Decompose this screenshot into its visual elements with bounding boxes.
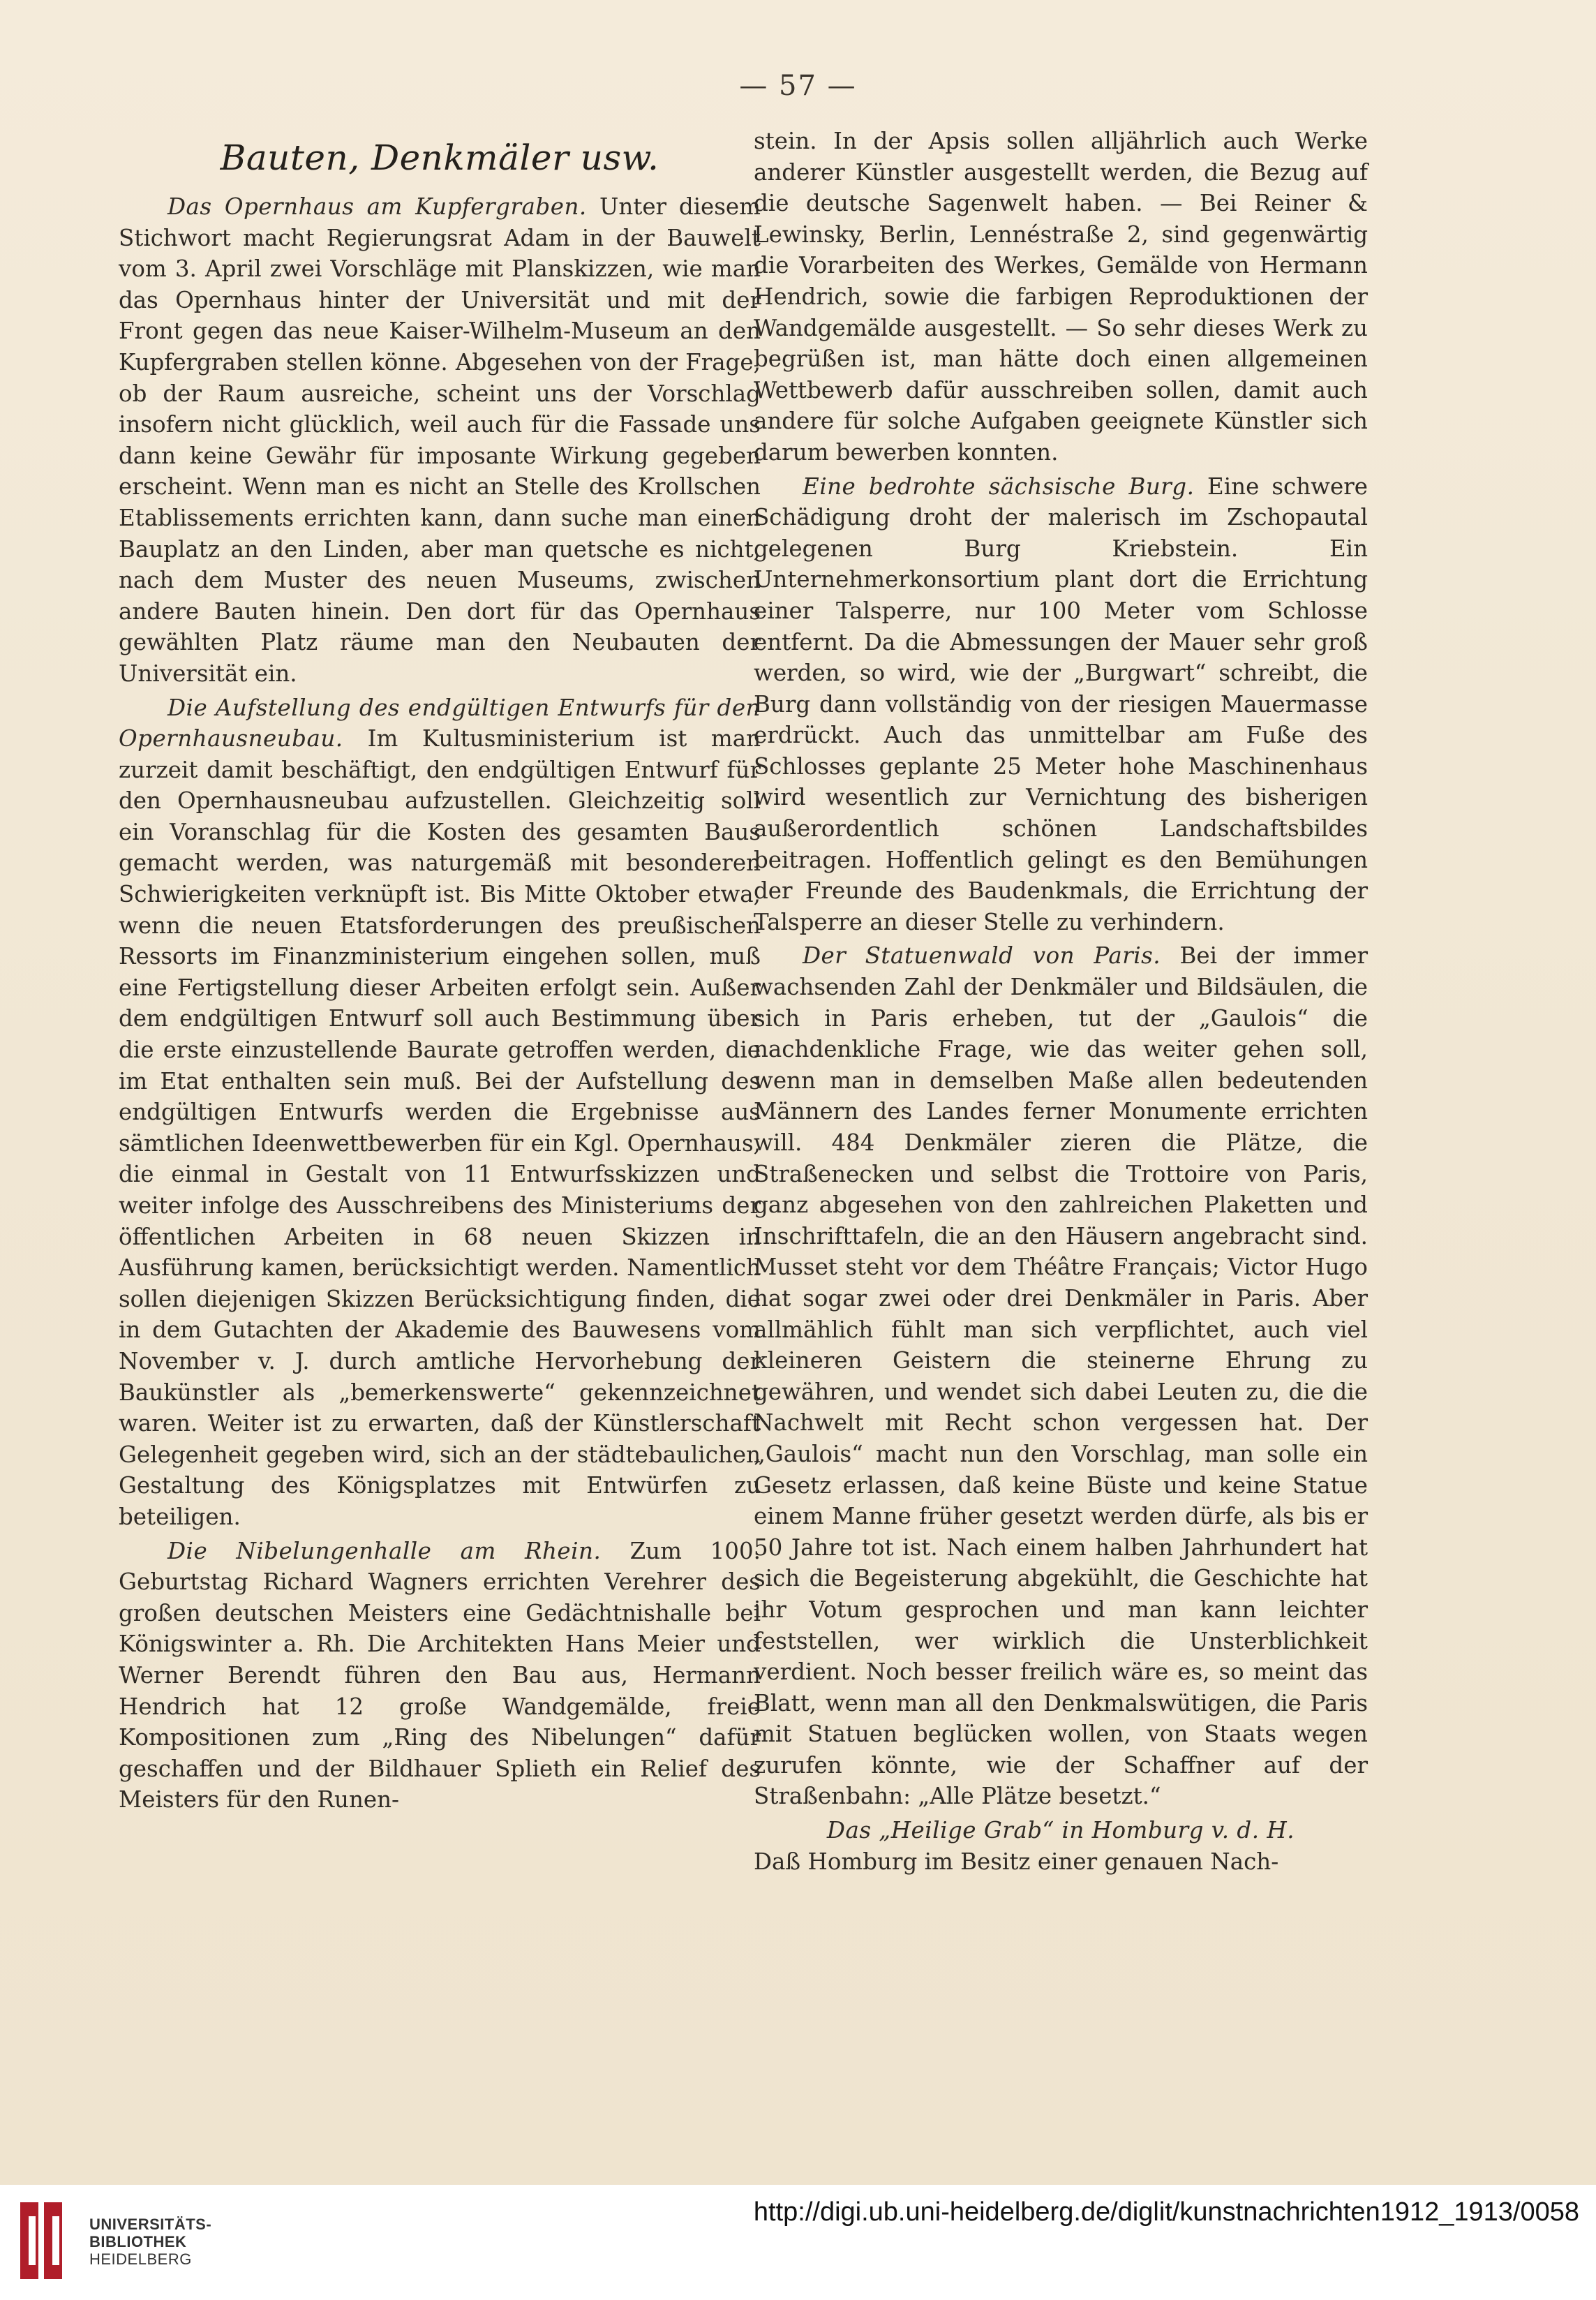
left-column [119, 126, 761, 1816]
article-burg [754, 471, 1368, 938]
section-title: Bauten, Denkmäler usw. [220, 138, 659, 178]
institution-line: HEIDELBERG [89, 2250, 192, 2268]
article-statuenwald [754, 940, 1368, 1812]
page-number: — 57 — [739, 70, 857, 102]
article-body: Unter diesem Stichwort macht Regierungsrat Adam in der Bauwelt vom 3. April zwei Vorschläge mit Planskizzen, wie man das Opernhaus hinter der Universität und mit der Front gegen das neue Kaiser-Wilhelm-Museum an den Kupfergraben stellen könne. Abgesehen von der Frage, ob der Raum ausreiche, scheint uns der Vorschlag insofern nicht glücklich, weil auch für die Fassade uns dann keine Gewähr für imposante Wirkung gegeben erscheint. Wenn man es nicht an Stelle des Krollschen Etablissements errichten kann, dann suche man einen Bauplatz an den Linden, aber man quetsche es nicht, nach dem Muster des neuen Museums, zwischen andere Bauten hinein. Den dort für das Opernhaus gewählten Platz räume man den Neubauten der Universität ein. [119, 193, 761, 687]
article-continuation: stein. In der Apsis sollen alljährlich auch Werke anderer Künstler ausgestellt werden, die Bezug auf die deutsche Sagenwelt haben. — Bei Reiner & Lewinsky, Berlin, Lennéstraße 2, sind gegenwärtig die Vorarbeiten des Werkes, Gemälde von Hermann Hendrich, sowie die farbigen Reproduktionen der Wandgemälde ausgestellt. — So sehr dieses Werk zu begrüßen ist, man hätte doch einen allgemeinen Wettbewerb dafür ausschreiben sollen, damit auch andere für solche Aufgaben geeignete Künstler sich darum bewerben konnten. [754, 128, 1368, 466]
article-body: Eine schwere Schädigung droht der malerisch im Zschopautal gelegenen Burg Kriebstein. Ein Unternehmerkonsortium plant dort die Errichtung einer Talsperre, nur 100 Meter vom Schlosse entfernt. Da die Abmessungen der Mauer sehr groß werden, so wird, wie der „Burgwart“ schreibt, die Burg dann vollständig von der riesigen Mauermasse erdrückt. Auch das unmittelbar am Fuße des Schlosses geplante 25 Meter hohe Maschinenhaus wird wesentlich zur Vernichtung des bisherigen außerordentlich schönen Landschaftsbildes beitragen. Hoffentlich gelingt es den Bemühungen der Freunde des Baudenkmals, die Errichtung der Talsperre an dieser Stelle zu verhindern. [754, 473, 1368, 935]
source-url-link[interactable]: http://digi.ub.uni-heidelberg.de/diglit/kunstnachrichten1912_1913/0058 [753, 2197, 1579, 2227]
article-heading: Die Aufstellung des endgültigen Entwurfs für den Opernhausneubau. [119, 694, 761, 752]
article-heading: Der Statuenwald von Paris. [803, 942, 1180, 970]
article-opernhaus [119, 191, 761, 690]
article-heading: Das Opernhaus am Kupfergraben. [167, 193, 599, 220]
article-body: Daß Homburg im Besitz einer genauen Nach- [754, 1848, 1279, 1875]
right-column [754, 126, 1368, 1877]
article-body: Bei der immer wachsenden Zahl der Denkmäler und Bildsäulen, die sich in Paris erheben, tut der „Gaulois“ die nachdenkliche Frage, wie das weiter gehen soll, wenn man in demselben Maße allen bedeutenden Männern des Landes ferner Monumente errichten will. 484 Denkmäler zieren die Plätze, die Straßenecken und selbst die Trottoire von Paris, ganz abgesehen von den zahlreichen Plaketten und Inschrifttafeln, die an den Häusern angebracht sind. Musset steht vor dem Théâtre Français; Victor Hugo hat sogar zwei oder drei Denkmäler in Paris. Aber allmählich fühlt man sich verpflichtet, auch viel kleineren Geistern die steinerne Ehrung zu gewähren, und wendet sich dabei Leuten zu, die die Nachwelt mit Recht schon vergessen hat. Der „Gaulois“ macht nun den Vorschlag, man solle ein Gesetz erlassen, daß keine Büste und keine Statue einem Manne früher gesetzt werden dürfe, als bis er 50 Jahre tot ist. Nach einem halben Jahrhundert hat sich die Begeisterung abgekühlt, die Geschichte hat ihr Votum gesprochen und man kann leichter feststellen, wer wirklich die Unsterblichkeit verdient. Noch besser freilich wäre es, so meint das Blatt, wenn man all den Denkmalswütigen, die Paris mit Statuen beglücken wollen, von Staats wegen zurufen könnte, wie der Schaffner auf der Straßenbahn: „Alle Plätze besetzt.“ [754, 942, 1368, 1810]
article-heading: Eine bedrohte sächsische Burg. [803, 473, 1208, 500]
article-heading: Das „Heilige Grab“ in Homburg v. d. H. [826, 1817, 1295, 1844]
article-nibelungenhalle [119, 1536, 761, 1816]
institution-line: UNIVERSITÄTS- [89, 2216, 212, 2233]
institution-line: BIBLIOTHEK [89, 2233, 187, 2250]
article-heading: Die Nibelungenhalle am Rhein. [167, 1537, 630, 1564]
article-aufstellung [119, 692, 761, 1533]
article-body: Im Kultusministerium ist man zurzeit damit beschäftigt, den endgültigen Entwurf für den Opernhausneubau aufzustellen. Gleichzeitig soll ein Voranschlag für die Kosten des gesamten Baus gemacht werden, was naturgemäß mit besonderen Schwierigkeiten verknüpft ist. Bis Mitte Oktober etwa, wenn die neuen Etatsforderungen des preußischen Ressorts im Finanzministerium eingehen sollen, muß eine Fertigstellung dieser Arbeiten erfolgt sein. Außer dem endgültigen Entwurf soll auch Bestimmung über die erste einzustellende Baurate getroffen werden, die im Etat enthalten sein muß. Bei der Aufstellung des endgültigen Entwurfs werden die Ergebnisse aus sämtlichen Ideenwettbewerben für ein Kgl. Opernhaus, die einmal in Gestalt von 11 Entwurfsskizzen und weiter infolge des Ausschreibens des Ministeriums der öffentlichen Arbeiten in 68 neuen Skizzen in Ausführung kamen, berücksichtigt werden. Namentlich sollen diejenigen Skizzen Berücksichtigung finden, die in dem Gutachten der Akademie des Bauwesens vom November v. J. durch amtliche Hervorhebung der Baukünstler als „bemerkenswerte“ gekennzeichnet waren. Weiter ist zu erwarten, daß der Künstlerschaft Gelegenheit gegeben wird, sich an der städtebaulichen Gestaltung des Königsplatzes mit Entwürfen zu beteiligen. [119, 725, 761, 1530]
heidelberg-library-logo-icon [17, 2195, 66, 2286]
article-heiliges-grab [754, 1815, 1368, 1877]
article-body: Zum 100. Geburtstag Richard Wagners errichten Verehrer des großen deutschen Meisters eine Gedächtnishalle bei Königswinter a. Rh. Die Architekten Hans Meier und Werner Berendt führen den Bau aus, Hermann Hendrich hat 12 große Wandgemälde, freie Kompositionen zum „Ring des Nibelungen“ dafür geschaffen und der Bildhauer Splieth ein Relief des Meisters für den Runen- [119, 1537, 761, 1813]
institution-name [89, 2216, 211, 2268]
